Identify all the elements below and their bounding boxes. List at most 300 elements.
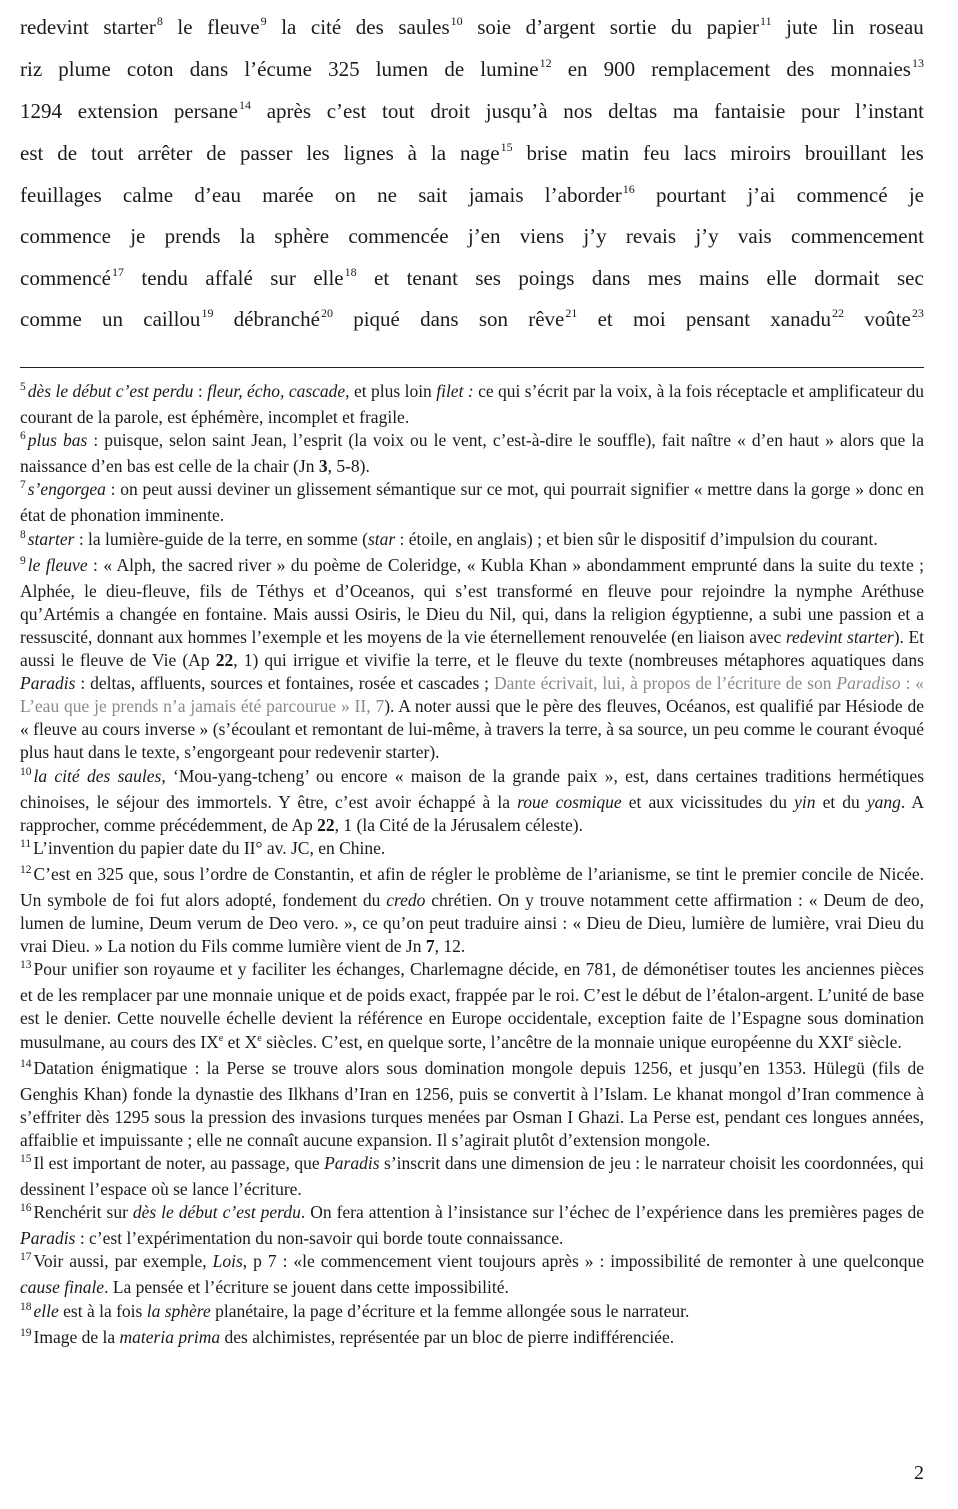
word-text: de	[444, 57, 465, 81]
footnote	[20, 837, 924, 863]
word-text: jute	[786, 15, 818, 39]
word-text: poings	[518, 266, 575, 290]
word-text: commencée	[348, 224, 449, 248]
word-text: vais	[737, 224, 772, 248]
footnote-text: ). Et aussi le fleuve de Vie (Ap	[20, 626, 924, 671]
word-text: un	[102, 307, 124, 331]
word-text: du	[671, 15, 692, 39]
footnote-reference[interactable]: 19	[201, 306, 214, 320]
word	[374, 263, 389, 293]
footnote-number: 6	[20, 430, 26, 443]
word	[430, 96, 470, 126]
word	[592, 263, 631, 293]
word	[353, 304, 400, 334]
word	[127, 54, 174, 84]
word-text: l’écume	[244, 57, 312, 81]
footnote-number: 15	[20, 1153, 32, 1165]
footnote-text: . On fera attention à l’insistance sur l’échec de l’expérience dans les premières pages de	[300, 1202, 924, 1223]
word-text: prends	[164, 224, 221, 248]
word	[240, 221, 255, 251]
word-text: viens	[519, 224, 565, 248]
footnote-text: planétaire, la page d’écriture et la femme allongée sous le narrateur.	[210, 1300, 690, 1321]
footnote-text: starter	[27, 528, 75, 549]
footnote-text: et X	[223, 1031, 258, 1052]
word-text: commencement	[790, 224, 924, 248]
footnote-text: roue cosmique	[517, 791, 622, 812]
word-text: tout	[90, 141, 124, 165]
footnote-text: Paradis	[20, 1228, 76, 1249]
footnote-number: 5	[20, 381, 26, 393]
footnote-text: Paradis	[20, 673, 76, 694]
word-text: en	[567, 57, 588, 81]
footnote-text: , ‘Mou-yang-tcheng’ ou encore « maison de la grande paix », est, dans certaines traditions hermétiques chinoises, le séjour des immortels. Y être, c’est avoir échappé à la	[20, 765, 925, 812]
word-text: de	[57, 141, 78, 165]
word-text: jamais	[468, 183, 524, 207]
word	[486, 96, 548, 126]
word-text: tenant	[406, 266, 458, 290]
word	[480, 54, 551, 87]
footnote-reference[interactable]: 11	[760, 14, 772, 28]
word	[626, 221, 676, 251]
footnote-text: . A rapprocher, comme précédemment, de Ap	[20, 791, 924, 835]
footnote-text: Paradis	[324, 1153, 380, 1173]
footnote-text: ce qui s’écrit par la voix, à la fois réceptacle et amplificateur du courant de la parole, est éphémère, incomplet et fragile.	[20, 381, 924, 428]
word-text: comme	[20, 307, 82, 331]
footnote	[20, 1326, 924, 1352]
footnote-number: 18	[20, 1300, 32, 1313]
footnote-text: la sphère	[146, 1300, 211, 1321]
footnote-text: Dante écrivait, lui, à propos de l’écriture de son	[493, 673, 837, 694]
word	[407, 263, 458, 293]
footnote-reference[interactable]: 12	[539, 56, 552, 70]
footnote-text: L’invention du papier date du II° av. JC, en Chine.	[33, 837, 386, 858]
word-text: ses	[475, 266, 501, 290]
word-text: commencé	[796, 183, 888, 207]
word	[177, 12, 192, 42]
footnote-text: : c’est l’expérimentation du non-savoir qui borde toute connaissance.	[75, 1228, 564, 1249]
footnote	[20, 1057, 924, 1152]
footnote-text: : deltas, affluents, sources et fontaines, rosée et cascades ;	[75, 673, 494, 694]
word	[568, 54, 588, 84]
word	[20, 304, 82, 334]
footnote-text: : « L’eau que je prends n’a jamais été parcourue » II, 7	[20, 673, 924, 717]
word	[695, 221, 718, 251]
word	[20, 263, 124, 296]
word-text: et	[597, 307, 613, 331]
word	[900, 138, 923, 168]
footnote-text: s’engorgea	[27, 479, 106, 500]
word-text: l’aborder	[544, 183, 622, 207]
word	[469, 180, 524, 210]
word-text: je	[908, 183, 924, 207]
footnote-number: 16	[20, 1202, 32, 1215]
word-text: persane	[173, 99, 238, 123]
word-text: xanadu	[770, 307, 831, 331]
footnote-text: s’inscrit dans une dimension de jeu : le narrateur choisit les coordonnées, qui dessinent l’espace où se lance l’écriture.	[20, 1153, 924, 1200]
word-text: passer	[239, 141, 293, 165]
word-text: la	[281, 15, 297, 39]
word-text: soie	[477, 15, 512, 39]
word	[206, 138, 226, 168]
word-text: d’argent	[525, 15, 596, 39]
word	[832, 12, 854, 42]
word-text: ma	[672, 99, 699, 123]
word	[684, 138, 717, 168]
word	[102, 304, 123, 334]
footnote-reference[interactable]: 21	[565, 306, 578, 320]
word	[805, 138, 887, 168]
word	[418, 180, 447, 210]
footnote-reference[interactable]: 18	[344, 265, 357, 279]
footnote-text: 22	[317, 814, 335, 835]
footnote	[20, 765, 924, 837]
footnote-text: yang	[866, 791, 901, 812]
footnote-text: e	[218, 1032, 224, 1044]
footnote-text: , 1) qui irrigue et vivifie la terre, et le fleuve du texte (nombreuses métaphores aquatiques dans	[233, 650, 924, 671]
word-text: rêve	[528, 307, 565, 331]
word	[377, 180, 397, 210]
footnote-reference[interactable]: 20	[320, 306, 333, 320]
footnote-text: 7	[425, 936, 435, 957]
footnote-number: 10	[20, 765, 32, 778]
word-text: plume	[58, 57, 111, 81]
footnote-text: Pour unifier son royaume et y faciliter les échanges, Charlemagne décide, en 781, de démonétiser toutes les anciennes pièces et de les remplacer par une monnaie unique et de poids exact, frappée par le roi. C’est le début de l’étalon-argent. L’unité de base est le denier. Cette nouvelle échelle devient la référence en Europe occidentale, exception faite de l’Espagne sous domination musulmane, au cours des IX	[20, 959, 924, 1052]
word-text: piqué	[353, 307, 400, 331]
word-text: tendu	[141, 266, 189, 290]
footnote-text: siècle.	[853, 1031, 902, 1052]
footnote-number: 17	[20, 1251, 32, 1264]
footnote-text: : étoile, en anglais) ; et bien sûr le dispositif d’impulsion du courant.	[395, 528, 878, 549]
word	[20, 221, 111, 251]
word-text: tout	[382, 99, 415, 123]
word	[643, 138, 670, 168]
word-text: débranché	[233, 307, 320, 331]
word-text: lumine	[480, 57, 539, 81]
text-line	[20, 304, 924, 334]
footnote-text: ). A noter aussi que le père des fleuves, Océanos, est qualifié par Hésiode de « fleuve au cours inverse » (s’écoulant et remontant de lui-même, à travers la terre, à sa source, un peu comme le courant évoqué plus haut dans le texte, s’engorgeant pour redevenir starter).	[20, 696, 924, 763]
footnote-text: dès le début c’est perdu	[132, 1202, 301, 1223]
word	[477, 12, 511, 42]
footnote-text: Il est important de noter, au passage, que	[33, 1153, 325, 1173]
footnote-number: 19	[20, 1326, 32, 1339]
footnote-reference[interactable]: 17	[111, 265, 124, 279]
word	[598, 304, 613, 334]
word-text: la	[430, 141, 447, 165]
word	[648, 263, 682, 293]
word-text: des	[355, 15, 384, 39]
word-text: droit	[430, 99, 471, 123]
footnote-text: yin	[794, 791, 816, 812]
word	[583, 221, 606, 251]
footnote-text: star	[367, 528, 396, 549]
word	[671, 12, 692, 42]
word-text: riz	[20, 57, 43, 81]
word-text: papier	[706, 15, 760, 39]
word	[57, 138, 77, 168]
word	[20, 180, 102, 210]
footnote-text: Renchérit sur	[33, 1202, 133, 1223]
word	[767, 263, 797, 293]
footnote-text: , p 7 : «le commencement vient toujours après » : impossibilité de remonter à une quelconque	[242, 1251, 924, 1272]
word	[801, 96, 840, 126]
word	[747, 180, 775, 210]
word	[20, 12, 89, 42]
footnote	[20, 429, 924, 478]
footnote-reference[interactable]: 8	[156, 14, 163, 28]
word	[270, 263, 296, 293]
word	[730, 138, 791, 168]
word	[141, 263, 188, 293]
text-line	[20, 221, 924, 251]
word-text: de	[206, 141, 227, 165]
footnote-text: 22	[215, 650, 234, 671]
word	[143, 304, 213, 337]
word	[420, 304, 459, 334]
word-text: pour	[800, 99, 840, 123]
footnote	[20, 1250, 924, 1299]
word	[738, 221, 772, 251]
word-text: sec	[896, 266, 924, 290]
footnote-reference[interactable]: 14	[239, 98, 251, 112]
word-text: son	[478, 307, 508, 331]
footnote-text: est à la fois	[58, 1300, 147, 1321]
word-text: des	[786, 57, 815, 81]
word	[311, 12, 341, 42]
footnote-text: , 5-8).	[327, 456, 370, 477]
footnote-text: fleur, écho, cascade,	[207, 381, 350, 401]
word	[855, 96, 924, 126]
word-text: sait	[418, 183, 448, 207]
word	[563, 96, 592, 126]
word	[408, 138, 417, 168]
word	[608, 96, 657, 126]
word-text: feu	[643, 141, 670, 165]
word-text: affalé	[205, 266, 253, 290]
word-text: roseau	[868, 15, 924, 39]
text-line	[20, 12, 924, 42]
word	[656, 180, 726, 210]
word	[830, 54, 923, 87]
word-text: j’ai	[747, 183, 776, 207]
footnote-reference[interactable]: 9	[260, 14, 267, 28]
word	[234, 304, 333, 337]
word-text: redevint	[20, 15, 89, 39]
word-text: j’y	[695, 224, 719, 248]
word	[814, 263, 879, 293]
word-text: sur	[270, 266, 296, 290]
footnote-number: 7	[20, 479, 26, 492]
word-text: à	[407, 141, 417, 165]
footnote-reference[interactable]: 10	[450, 14, 463, 28]
word	[103, 12, 162, 45]
footnote-text: chrétien. On y trouve notamment cette affirmation : « Deum de deo, lumen de lumine, Deum verum de Deo vero. », ce qu’on peut traduire ainsi : « Dieu de Dieu, lumière de lumière, vrai Dieu du vrai Dieu. » La notion du Fils comme lumière vient de Jn	[20, 889, 924, 957]
word-text: 325	[328, 57, 360, 81]
footnote-text: : on peut aussi deviner un glissement sémantique sur ce mot, qui pourrait signifier « mettre dans la gorge » donc en état de phonation imminente.	[20, 479, 924, 526]
page-number: 2	[914, 1462, 924, 1484]
word	[633, 304, 666, 334]
word-text: d’eau	[194, 183, 241, 207]
word-text: l’instant	[855, 99, 924, 123]
word	[20, 96, 62, 126]
word	[897, 263, 924, 293]
word	[527, 138, 568, 168]
footnote-text: filet :	[436, 381, 474, 401]
footnote-reference[interactable]: 22	[831, 306, 844, 320]
word-text: lumen	[375, 57, 429, 81]
word	[165, 221, 221, 251]
word-text: voûte	[864, 307, 911, 331]
word	[174, 96, 251, 129]
word-text: commencé	[20, 266, 111, 290]
word-text: remplacement	[651, 57, 771, 81]
word	[313, 263, 356, 296]
footnote-text: , 1 (la Cité de la Jérusalem céleste).	[334, 814, 583, 835]
footnote-text: et aux vicissitudes du	[621, 791, 795, 812]
word-text: marée	[262, 183, 314, 207]
word-text: arrêter	[137, 141, 193, 165]
word	[791, 221, 924, 251]
word	[520, 221, 564, 251]
word-text: c’est	[326, 99, 367, 123]
word	[267, 96, 311, 126]
word	[190, 54, 229, 84]
word	[518, 263, 574, 293]
footnote	[20, 554, 924, 765]
footnote-text: e	[848, 1032, 854, 1044]
word	[604, 54, 636, 84]
word-text: on	[334, 183, 356, 207]
footnote-number: 13	[20, 959, 32, 972]
footnote-text: e	[257, 1032, 262, 1044]
word-text: saules	[398, 15, 450, 39]
footnote	[20, 863, 924, 958]
word-text: les	[900, 141, 924, 165]
word-text: mes	[647, 266, 682, 290]
footnote-number: 9	[20, 554, 26, 567]
word-text: caillou	[143, 307, 201, 331]
word-text: sortie	[609, 15, 657, 39]
footnote-text: Image de la	[33, 1326, 120, 1347]
footnote-text: : puisque, selon saint Jean, l’esprit (la voix ou le vent, c’est-à-dire le souffle), fait naître « d’en haut » alors que la naissance d’en bas est celle de la chair (Jn	[20, 430, 925, 477]
word	[686, 304, 750, 334]
word	[707, 12, 772, 45]
word	[699, 263, 749, 293]
footnote-text: elle	[33, 1300, 59, 1321]
footnotes	[20, 380, 924, 1352]
word	[444, 54, 464, 84]
word	[376, 54, 429, 84]
word	[526, 12, 596, 42]
footnote-reference[interactable]: 15	[500, 140, 513, 154]
word-text: 900	[603, 57, 636, 81]
footnote-text: C’est en 325 que, sous l’ordre de Constantin, et afin de régler le problème de l’arianisme, se tint le premier concile de Nicée. Un symbole de foi fut alors adopté, fondement du	[20, 863, 924, 910]
footnote	[20, 528, 924, 554]
word	[545, 180, 635, 213]
text-line	[20, 96, 924, 126]
word	[610, 12, 657, 42]
word	[274, 221, 329, 251]
footnote-text: cause finale	[20, 1277, 105, 1298]
word	[797, 180, 888, 210]
text-line	[20, 263, 924, 293]
word	[194, 180, 241, 210]
footnote-text: 3	[318, 456, 328, 477]
word	[262, 180, 313, 210]
footnote	[20, 1201, 924, 1250]
footnote	[20, 380, 924, 429]
word-text: la	[239, 224, 256, 248]
word	[344, 138, 394, 168]
word-text: elle	[766, 266, 797, 290]
word-text: j’en	[467, 224, 501, 248]
footnote-reference[interactable]: 23	[911, 306, 924, 320]
word	[460, 138, 513, 171]
word-text: revais	[625, 224, 677, 248]
footnote-separator	[20, 367, 924, 368]
footnote-reference[interactable]: 13	[911, 56, 924, 70]
word	[138, 138, 193, 168]
word	[581, 138, 629, 168]
footnote-reference[interactable]: 16	[622, 182, 635, 196]
word-text: calme	[122, 183, 174, 207]
word-text: pensant	[685, 307, 751, 331]
word-text: commence	[20, 224, 111, 248]
word-text: fantaisie	[714, 99, 786, 123]
word	[281, 12, 296, 42]
footnote-text: , 12.	[434, 936, 466, 957]
word	[475, 263, 501, 293]
footnote-text: le fleuve	[27, 554, 88, 575]
word-text: deltas	[608, 99, 658, 123]
footnote-text: et du	[815, 791, 867, 812]
word-text: fleuve	[207, 15, 260, 39]
word-text: jusqu’à	[485, 99, 548, 123]
word	[651, 54, 770, 84]
footnote	[20, 958, 924, 1056]
word-text: miroirs	[730, 141, 791, 165]
footnote-text: :	[193, 381, 208, 401]
word	[398, 12, 462, 45]
word-text: matin	[581, 141, 630, 165]
footnote-text: Voir aussi, par exemple,	[33, 1251, 213, 1272]
word	[130, 221, 145, 251]
word-text: après	[266, 99, 311, 123]
text-line	[20, 180, 924, 210]
word-text: est	[20, 141, 44, 165]
word-text: le	[177, 15, 193, 39]
text-line	[20, 54, 924, 84]
word	[20, 54, 42, 84]
word	[770, 304, 844, 337]
word	[205, 263, 252, 293]
footnote-text: dès le début c’est perdu	[27, 381, 194, 401]
footnote-number: 11	[20, 837, 32, 850]
word	[58, 54, 111, 84]
footnote-text: materia prima	[119, 1326, 221, 1347]
word	[244, 54, 312, 84]
word-text: j’y	[583, 224, 607, 248]
word	[869, 12, 924, 42]
word	[348, 221, 448, 251]
word	[20, 138, 43, 168]
word	[328, 54, 360, 84]
word-text: lignes	[343, 141, 394, 165]
word	[714, 96, 785, 126]
footnote-text: redevint starter	[785, 626, 894, 647]
word-text: brise	[526, 141, 568, 165]
word-text: je	[130, 224, 146, 248]
word	[123, 180, 173, 210]
